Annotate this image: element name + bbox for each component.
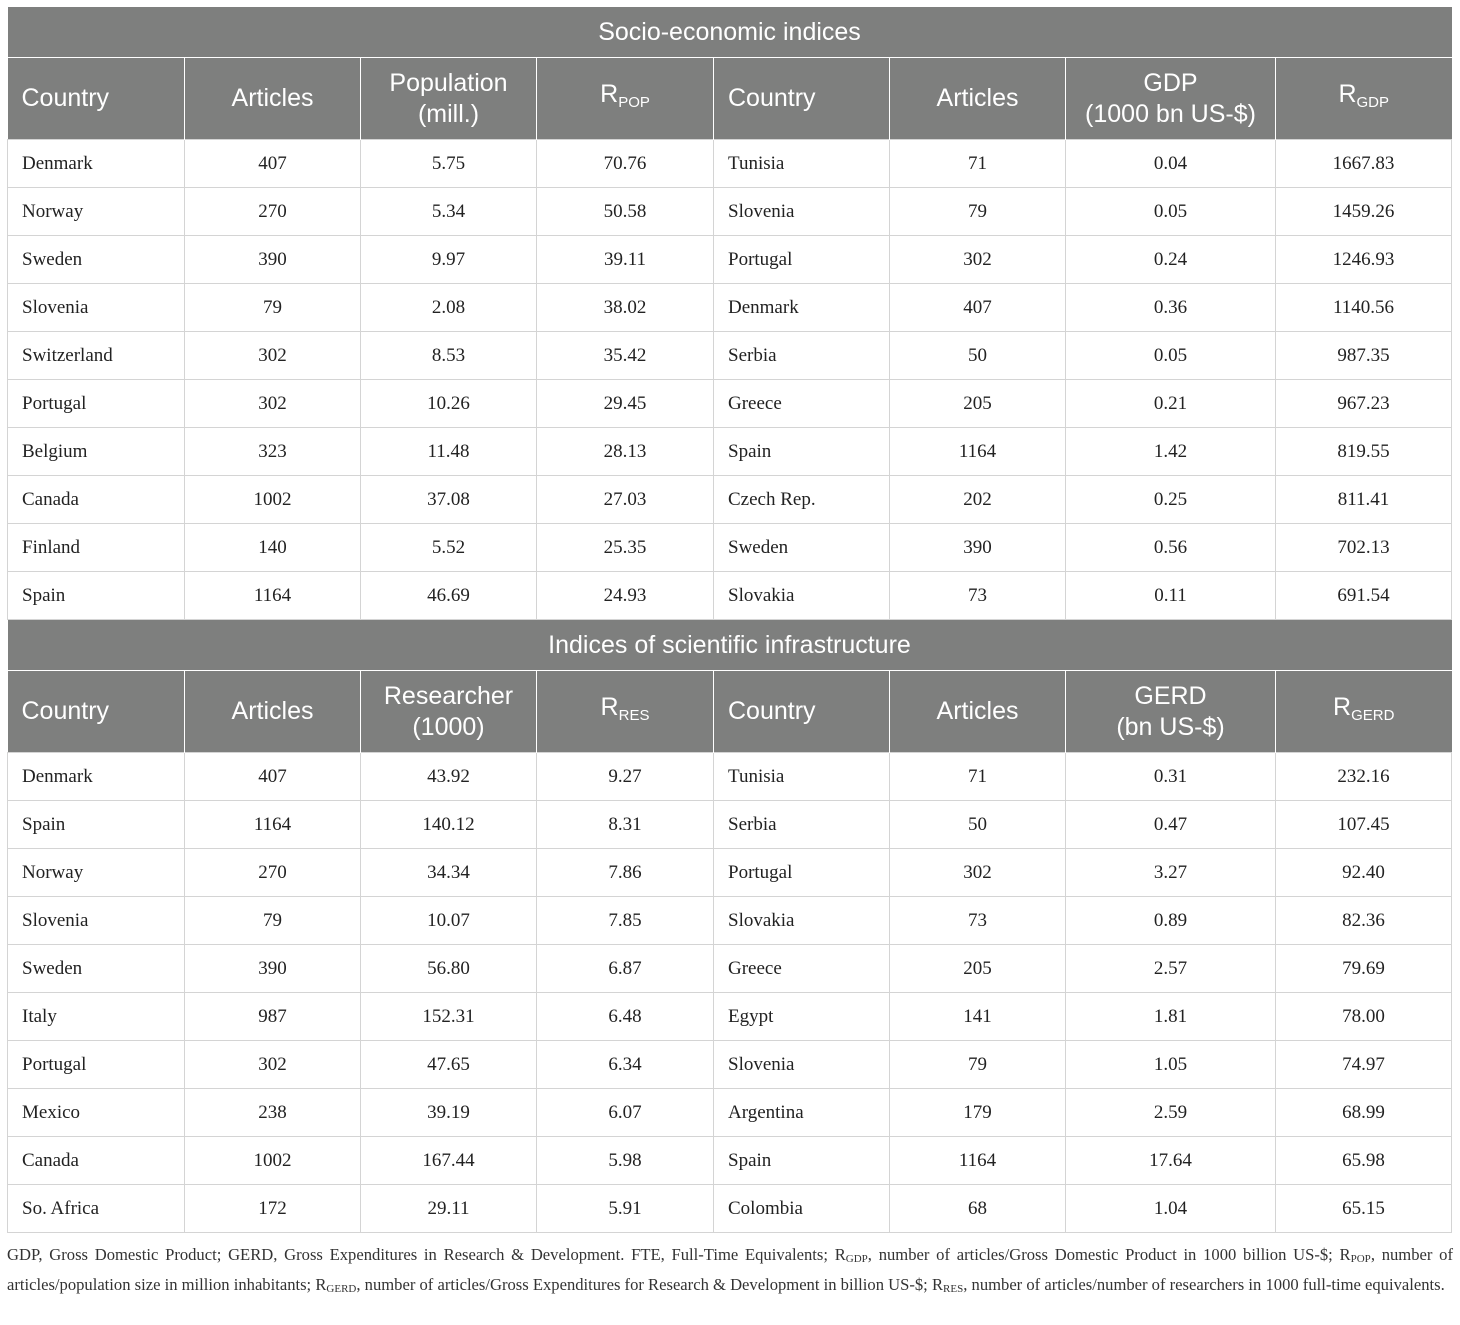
table-cell: 68 (890, 1185, 1066, 1233)
table-row (8, 380, 1452, 428)
table-row (8, 332, 1452, 380)
table-cell: Serbia (714, 801, 890, 849)
table-footnote: GDP, Gross Domestic Product; GERD, Gross Expenditures in Research & Development. FTE, Full-Time Equivalents; RGDP, number of articles/Gross Domestic Product in 1000 billion US-$; RPOP, number of articles/population size in million inhabitants; RGERD, number of articles/Gross Expenditures for Research & Development in billion US-$; RRES, number of articles/number of researchers in 1000 full-time equivalents. (7, 1245, 1453, 1295)
table-cell: Finland (8, 524, 185, 572)
table-cell: 5.98 (537, 1137, 714, 1185)
table-cell: 1164 (890, 1137, 1066, 1185)
table-cell: 6.48 (537, 993, 714, 1041)
table-cell: 302 (890, 849, 1066, 897)
table-cell: 65.15 (1276, 1185, 1452, 1233)
table-cell: 0.89 (1066, 897, 1276, 945)
table-cell: 71 (890, 140, 1066, 188)
table-cell: Tunisia (714, 753, 890, 801)
table-cell: 6.07 (537, 1089, 714, 1137)
table-cell: 17.64 (1066, 1137, 1276, 1185)
table-cell: Portugal (714, 849, 890, 897)
table-cell: Slovenia (8, 284, 185, 332)
table-cell: 179 (890, 1089, 1066, 1137)
table-cell: Portugal (714, 236, 890, 284)
table-cell: 270 (185, 188, 361, 236)
table-cell: 2.08 (361, 284, 537, 332)
column-header: Articles (185, 58, 361, 140)
table-row (8, 849, 1452, 897)
table-cell: 0.11 (1066, 572, 1276, 620)
table-cell: 29.11 (361, 1185, 537, 1233)
table-cell: 6.87 (537, 945, 714, 993)
indices-table (7, 7, 1452, 1233)
table-cell: Argentina (714, 1089, 890, 1137)
table-cell: 1002 (185, 476, 361, 524)
table-cell: 0.24 (1066, 236, 1276, 284)
table-row (8, 945, 1452, 993)
table-cell: Tunisia (714, 140, 890, 188)
table-cell: 39.19 (361, 1089, 537, 1137)
table-cell: Portugal (8, 1041, 185, 1089)
table-cell: 407 (890, 284, 1066, 332)
table-cell: 302 (185, 380, 361, 428)
table-cell: 25.35 (537, 524, 714, 572)
table-cell: Spain (714, 428, 890, 476)
table-cell: Slovenia (714, 188, 890, 236)
table-row (8, 572, 1452, 620)
table-cell: 37.08 (361, 476, 537, 524)
table-cell: 3.27 (1066, 849, 1276, 897)
table-cell: 79 (890, 188, 1066, 236)
table-cell: 0.25 (1066, 476, 1276, 524)
table-cell: 205 (890, 945, 1066, 993)
table-cell: 323 (185, 428, 361, 476)
table-cell: 2.59 (1066, 1089, 1276, 1137)
table-row (8, 188, 1452, 236)
table-cell: Colombia (714, 1185, 890, 1233)
table-cell: 152.31 (361, 993, 537, 1041)
table-cell: 73 (890, 897, 1066, 945)
table-cell: 82.36 (1276, 897, 1452, 945)
table-cell: 1140.56 (1276, 284, 1452, 332)
table-cell: 8.53 (361, 332, 537, 380)
table-cell: 5.52 (361, 524, 537, 572)
table-cell: Canada (8, 1137, 185, 1185)
table-cell: 390 (185, 236, 361, 284)
table-cell: 0.05 (1066, 188, 1276, 236)
table-cell: Egypt (714, 993, 890, 1041)
table-row (8, 753, 1452, 801)
table-cell: Slovenia (714, 1041, 890, 1089)
table-cell: 6.34 (537, 1041, 714, 1089)
table-cell: 2.57 (1066, 945, 1276, 993)
table-cell: Slovakia (714, 572, 890, 620)
table-cell: Serbia (714, 332, 890, 380)
table-cell: 205 (890, 380, 1066, 428)
table-row (8, 140, 1452, 188)
table-cell: 11.48 (361, 428, 537, 476)
table-cell: 0.36 (1066, 284, 1276, 332)
column-header: $R_{GDP}$ (1276, 58, 1452, 140)
table-cell: Sweden (714, 524, 890, 572)
table-cell: 79 (890, 1041, 1066, 1089)
table-cell: 407 (185, 753, 361, 801)
table-cell: 73 (890, 572, 1066, 620)
table-cell: Spain (8, 801, 185, 849)
table-row (8, 993, 1452, 1041)
table-row (8, 428, 1452, 476)
table-cell: Denmark (8, 140, 185, 188)
table-cell: Sweden (8, 236, 185, 284)
table-row (8, 1089, 1452, 1137)
header-row (8, 58, 1452, 140)
table-cell: 50 (890, 801, 1066, 849)
table-cell: 302 (890, 236, 1066, 284)
column-header: Articles (185, 671, 361, 753)
table-cell: Mexico (8, 1089, 185, 1137)
table-row (8, 1137, 1452, 1185)
table-cell: 0.47 (1066, 801, 1276, 849)
table-cell: 7.86 (537, 849, 714, 897)
table-cell: 68.99 (1276, 1089, 1452, 1137)
table-cell: 1.04 (1066, 1185, 1276, 1233)
table-cell: So. Africa (8, 1185, 185, 1233)
table-cell: Spain (714, 1137, 890, 1185)
table-cell: 1164 (185, 572, 361, 620)
table-cell: Denmark (8, 753, 185, 801)
table-cell: 0.31 (1066, 753, 1276, 801)
table-cell: 1.81 (1066, 993, 1276, 1041)
table-row (8, 284, 1452, 332)
table-cell: Greece (714, 945, 890, 993)
table-cell: 141 (890, 993, 1066, 1041)
table-cell: Slovenia (8, 897, 185, 945)
table-cell: Italy (8, 993, 185, 1041)
table-row (8, 476, 1452, 524)
table-cell: Sweden (8, 945, 185, 993)
table-cell: Norway (8, 188, 185, 236)
table-cell: 140.12 (361, 801, 537, 849)
table-cell: 270 (185, 849, 361, 897)
table-cell: 407 (185, 140, 361, 188)
table-cell: 1459.26 (1276, 188, 1452, 236)
section-title: Indices of scientific infrastructure (8, 620, 1452, 671)
table-cell: 0.04 (1066, 140, 1276, 188)
table-cell: 78.00 (1276, 993, 1452, 1041)
table-cell: 47.65 (361, 1041, 537, 1089)
table-cell: 0.56 (1066, 524, 1276, 572)
table-cell: 71 (890, 753, 1066, 801)
table-cell: 34.34 (361, 849, 537, 897)
table-cell: Denmark (714, 284, 890, 332)
table-cell: 390 (890, 524, 1066, 572)
table-cell: 1667.83 (1276, 140, 1452, 188)
table-cell: 92.40 (1276, 849, 1452, 897)
table-row (8, 897, 1452, 945)
column-header: Country (714, 58, 890, 140)
column-header: GERD (bn US-$) (1066, 671, 1276, 753)
table-cell: 5.75 (361, 140, 537, 188)
table-cell: 967.23 (1276, 380, 1452, 428)
table-cell: Slovakia (714, 897, 890, 945)
table-cell: 65.98 (1276, 1137, 1452, 1185)
table-cell: Czech Rep. (714, 476, 890, 524)
table-cell: 1246.93 (1276, 236, 1452, 284)
table-cell: 70.76 (537, 140, 714, 188)
table-cell: 1.05 (1066, 1041, 1276, 1089)
table-cell: 702.13 (1276, 524, 1452, 572)
table-cell: 7.85 (537, 897, 714, 945)
table-cell: 167.44 (361, 1137, 537, 1185)
table-cell: 232.16 (1276, 753, 1452, 801)
table-row (8, 524, 1452, 572)
table-cell: 79 (185, 897, 361, 945)
table-cell: 79 (185, 284, 361, 332)
column-header: $R_{RES}$ (537, 671, 714, 753)
table-cell: 1164 (185, 801, 361, 849)
table-cell: 28.13 (537, 428, 714, 476)
column-header: Country (714, 671, 890, 753)
table-cell: 35.42 (537, 332, 714, 380)
table-cell: Switzerland (8, 332, 185, 380)
table-cell: 691.54 (1276, 572, 1452, 620)
table-cell: 302 (185, 332, 361, 380)
table-cell: 9.97 (361, 236, 537, 284)
column-header: $R_{GERD}$ (1276, 671, 1452, 753)
table-cell: 238 (185, 1089, 361, 1137)
table-cell: Canada (8, 476, 185, 524)
table-cell: Greece (714, 380, 890, 428)
column-header: Country (8, 671, 185, 753)
table-row (8, 236, 1452, 284)
table-cell: 0.05 (1066, 332, 1276, 380)
table-cell: 74.97 (1276, 1041, 1452, 1089)
table-cell: 50.58 (537, 188, 714, 236)
table-cell: 987 (185, 993, 361, 1041)
table-row (8, 1041, 1452, 1089)
table-cell: 27.03 (537, 476, 714, 524)
table-body (8, 7, 1452, 1233)
table-cell: Belgium (8, 428, 185, 476)
table-cell: 5.34 (361, 188, 537, 236)
table-cell: 819.55 (1276, 428, 1452, 476)
table-cell: 24.93 (537, 572, 714, 620)
table-cell: 79.69 (1276, 945, 1452, 993)
table-cell: 8.31 (537, 801, 714, 849)
table-cell: 56.80 (361, 945, 537, 993)
table-cell: Spain (8, 572, 185, 620)
table-cell: 172 (185, 1185, 361, 1233)
table-cell: Norway (8, 849, 185, 897)
column-header: $R_{POP}$ (537, 58, 714, 140)
column-header: Population (mill.) (361, 58, 537, 140)
table-container (7, 7, 1451, 1233)
table-cell: 107.45 (1276, 801, 1452, 849)
header-row (8, 671, 1452, 753)
table-cell: 1164 (890, 428, 1066, 476)
table-cell: 1002 (185, 1137, 361, 1185)
table-cell: 987.35 (1276, 332, 1452, 380)
column-header: Articles (890, 58, 1066, 140)
table-cell: 140 (185, 524, 361, 572)
table-cell: 202 (890, 476, 1066, 524)
table-cell: 5.91 (537, 1185, 714, 1233)
table-row (8, 801, 1452, 849)
table-cell: 811.41 (1276, 476, 1452, 524)
table-cell: 46.69 (361, 572, 537, 620)
table-cell: 43.92 (361, 753, 537, 801)
column-header: Country (8, 58, 185, 140)
table-cell: 390 (185, 945, 361, 993)
table-cell: 302 (185, 1041, 361, 1089)
table-cell: 50 (890, 332, 1066, 380)
table-cell: 10.07 (361, 897, 537, 945)
table-cell: 9.27 (537, 753, 714, 801)
table-cell: 1.42 (1066, 428, 1276, 476)
table-cell: 29.45 (537, 380, 714, 428)
column-header: Researcher (1000) (361, 671, 537, 753)
section-title: Socio-economic indices (8, 7, 1452, 58)
table-cell: 0.21 (1066, 380, 1276, 428)
table-cell: 38.02 (537, 284, 714, 332)
column-header: Articles (890, 671, 1066, 753)
table-cell: 10.26 (361, 380, 537, 428)
table-row (8, 1185, 1452, 1233)
table-cell: 39.11 (537, 236, 714, 284)
column-header: GDP (1000 bn US-$) (1066, 58, 1276, 140)
table-cell: Portugal (8, 380, 185, 428)
